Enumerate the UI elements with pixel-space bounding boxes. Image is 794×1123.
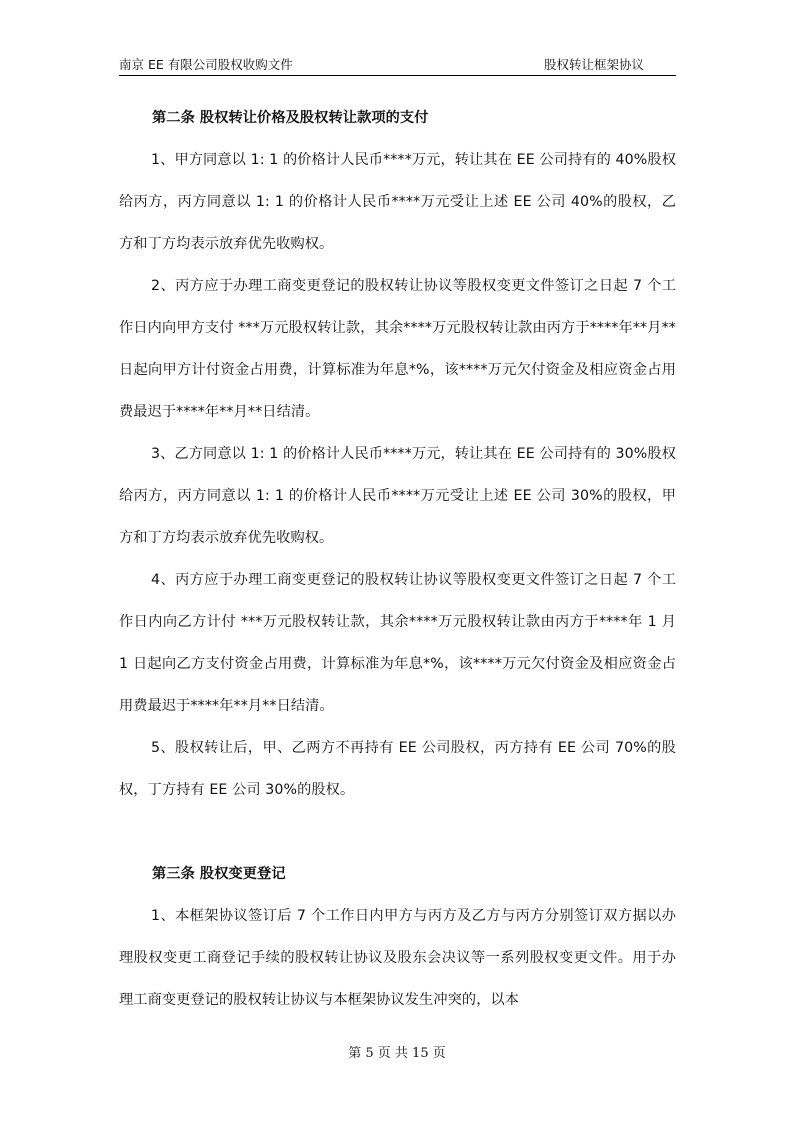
- section-spacer: [119, 811, 676, 853]
- paragraph: 1、甲方同意以 1: 1 的价格计人民币****万元，转让其在 EE 公司持有的 40%股权给丙方，丙方同意以 1: 1 的价格计人民币****万元受让上述 EE 公司 40%的股权，乙方和丁方均表示放弃优先收购权。: [119, 152, 676, 252]
- document-body: [119, 97, 676, 1021]
- header-document-title: 南京 EE 有限公司股权收购文件: [119, 57, 293, 72]
- paragraph: 4、丙方应于办理工商变更登记的股权转让协议等股权变更文件签订之日起 7 个工作日内向乙方计付 ***万元股权转让款，其余****万元股权转让款由丙方于****年 1 月 1 日起向乙方支付资金占用费，计算标准为年息*%，该****万元欠付资金及相应资金占用费最迟于****年**月**日结清。: [119, 572, 676, 714]
- paragraph: 5、股权转让后，甲、乙两方不再持有 EE 公司股权，丙方持有 EE 公司 70%的股权，丁方持有 EE 公司 30%的股权。: [119, 740, 676, 798]
- page-header: [119, 55, 676, 76]
- paragraph: 3、乙方同意以 1: 1 的价格计人民币****万元，转让其在 EE 公司持有的 30%股权给丙方，丙方同意以 1: 1 的价格计人民币****万元受让上述 EE 公司 30%的股权，甲方和丁方均表示放弃优先收购权。: [119, 446, 676, 546]
- section-heading: 第三条 股权变更登记: [152, 866, 286, 882]
- header-agreement-title: 股权转让框架协议: [543, 57, 644, 72]
- paragraph: 2、丙方应于办理工商变更登记的股权转让协议等股权变更文件签订之日起 7 个工作日内向甲方支付 ***万元股权转让款，其余****万元股权转让款由丙方于****年**月**日起向甲方计付资金占用费，计算标准为年息*%，该****万元欠付资金及相应资金占用费最迟于****年**月**日结清。: [119, 278, 676, 420]
- paragraph: 1、本框架协议签订后 7 个工作日内甲方与丙方及乙方与丙方分别签订双方据以办理股权变更工商登记手续的股权转让协议及股东会决议等一系列股权变更文件。用于办理工商变更登记的股权转让协议与本框架协议发生冲突的，以本: [119, 908, 676, 1008]
- page-number: 第 5 页 共 15 页: [348, 1046, 446, 1061]
- section-heading: 第二条 股权转让价格及股权转让款项的支付: [152, 110, 429, 126]
